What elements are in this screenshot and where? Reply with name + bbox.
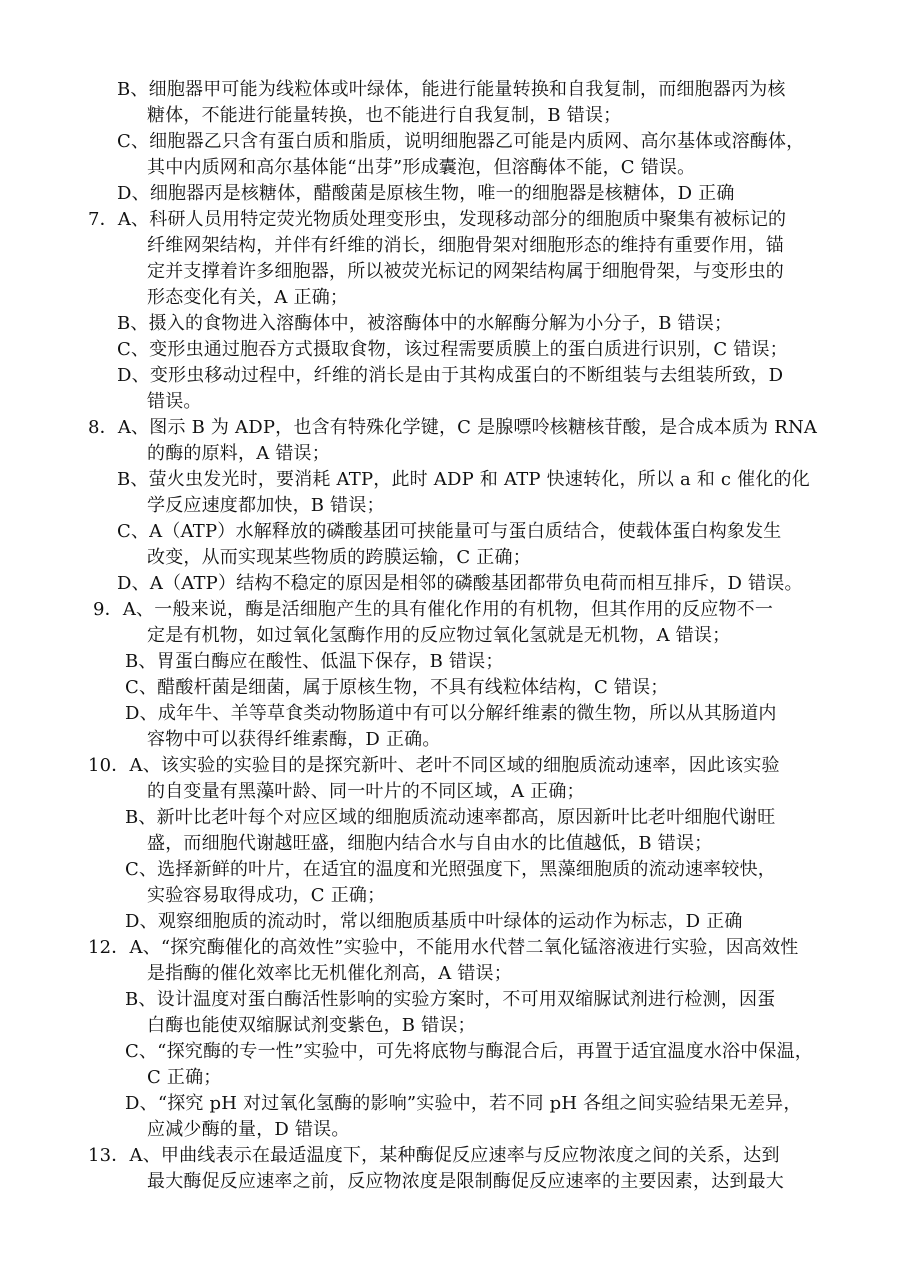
text-line: C、醋酸杆菌是细菌，属于原核生物，不具有线粒体结构，C 错误； xyxy=(125,677,669,698)
text-line: 错误。 xyxy=(147,391,202,412)
text-line: 实验容易取得成功，C 正确； xyxy=(147,885,386,906)
text-line: 最大酶促反应速率之前，反应物浓度是限制酶促反应速率的主要因素，达到最大 xyxy=(147,1171,784,1192)
text-line: 的自变量有黑藻叶龄、同一叶片的不同区域，A 正确； xyxy=(147,781,585,802)
text-line: 定并支撑着许多细胞器，所以被荧光标记的网架结构属于细胞骨架，与变形虫的 xyxy=(147,261,784,282)
text-line: D、观察细胞质的流动时，常以细胞质基质中叶绿体的运动作为标志，D 正确 xyxy=(125,911,743,932)
text-line: B、摄入的食物进入溶酶体中，被溶酶体中的水解酶分解为小分子，B 错误； xyxy=(117,313,733,334)
text-line: 容物中可以获得纤维素酶，D 正确。 xyxy=(147,729,441,750)
text-line: D、成年牛、羊等草食类动物肠道中有可以分解纤维素的微生物，所以从其肠道内 xyxy=(125,703,777,724)
text-line: D、变形虫移动过程中，纤维的消长是由于其构成蛋白的不断组装与去组装所致，D xyxy=(117,365,784,386)
text-line: 其中内质网和高尔基体能“出芽”形成囊泡，但溶酶体不能，C 错误。 xyxy=(147,157,696,178)
text-line: 的酶的原料，A 错误； xyxy=(147,443,330,464)
text-line: D、A（ATP）结构不稳定的原因是相邻的磷酸基团都带负电荷而相互排斥，D 错误。 xyxy=(117,573,803,594)
text-line: C、A（ATP）水解释放的磷酸基团可挟能量可与蛋白质结合，使载体蛋白构象发生 xyxy=(117,521,782,542)
text-line: B、细胞器甲可能为线粒体或叶绿体，能进行能量转换和自我复制，而细胞器丙为核 xyxy=(117,79,786,100)
text-line: 13．A、甲曲线表示在最适温度下，某种酶促反应速率与反应物浓度之间的关系，达到 xyxy=(88,1145,780,1166)
text-line: 8．A、图示 B 为 ADP，也含有特殊化学键，C 是腺嘌呤核糖核苷酸，是合成本质为 RNA xyxy=(88,417,818,438)
text-line: 应减少酶的量，D 错误。 xyxy=(147,1119,350,1140)
text-line: B、设计温度对蛋白酶活性影响的实验方案时，不可用双缩脲试剂进行检测，因蛋 xyxy=(125,989,776,1010)
text-line: B、萤火虫发光时，要消耗 ATP，此时 ADP 和 ATP 快速转化，所以 a 和 c 催化的化 xyxy=(117,469,810,490)
text-line: 改变，从而实现某些物质的跨膜运输，C 正确； xyxy=(147,547,531,568)
text-line: B、胃蛋白酶应在酸性、低温下保存，B 错误； xyxy=(125,651,504,672)
text-line: 糖体，不能进行能量转换，也不能进行自我复制，B 错误； xyxy=(147,105,622,126)
text-line: C 正确； xyxy=(147,1067,222,1088)
text-line: 形态变化有关，A 正确； xyxy=(147,287,349,308)
text-line: 9．A、一般来说，酶是活细胞产生的具有催化作用的有机物，但其作用的反应物不一 xyxy=(93,599,774,620)
text-line: D、“探究 pH 对过氧化氢酶的影响”实验中，若不同 pH 各组之间实验结果无差异， xyxy=(125,1093,802,1114)
text-line: 12．A、“探究酶催化的高效性”实验中，不能用水代替二氧化锰溶液进行实验，因高效性 xyxy=(88,937,799,958)
text-line: 10．A、该实验的实验目的是探究新叶、老叶不同区域的细胞质流动速率，因此该实验 xyxy=(88,755,780,776)
text-line: C、细胞器乙只含有蛋白质和脂质，说明细胞器乙可能是内质网、高尔基体或溶酶体， xyxy=(117,131,805,152)
text-line: C、“探究酶的专一性”实验中，可先将底物与酶混合后，再置于适宜温度水浴中保温， xyxy=(125,1041,813,1062)
text-line: 学反应速度都加快，B 错误； xyxy=(147,495,385,516)
text-line: D、细胞器丙是核糖体，醋酸菌是原核生物，唯一的细胞器是核糖体，D 正确 xyxy=(117,183,735,204)
text-line: 白酶也能使双缩脲试剂变紫色，B 错误； xyxy=(147,1015,476,1036)
text-line: C、选择新鲜的叶片，在适宜的温度和光照强度下，黑藻细胞质的流动速率较快， xyxy=(125,859,776,880)
text-line: 纤维网架结构，并伴有纤维的消长，细胞骨架对细胞形态的维持有重要作用，锚 xyxy=(147,235,784,256)
text-line: 7．A、科研人员用特定荧光物质处理变形虫，发现移动部分的细胞质中聚集有被标记的 xyxy=(88,209,787,230)
text-line: C、变形虫通过胞吞方式摄取食物，该过程需要质膜上的蛋白质进行识别，C 错误； xyxy=(117,339,788,360)
text-line: 盛，而细胞代谢越旺盛，细胞内结合水与自由水的比值越低，B 错误； xyxy=(147,833,713,854)
text-line: 是指酶的催化效率比无机催化剂高，A 错误； xyxy=(147,963,512,984)
text-line: B、新叶比老叶每个对应区域的细胞质流动速率都高，原因新叶比老叶细胞代谢旺 xyxy=(125,807,776,828)
text-line: 定是有机物，如过氧化氢酶作用的反应物过氧化氢就是无机物，A 错误； xyxy=(147,625,731,646)
